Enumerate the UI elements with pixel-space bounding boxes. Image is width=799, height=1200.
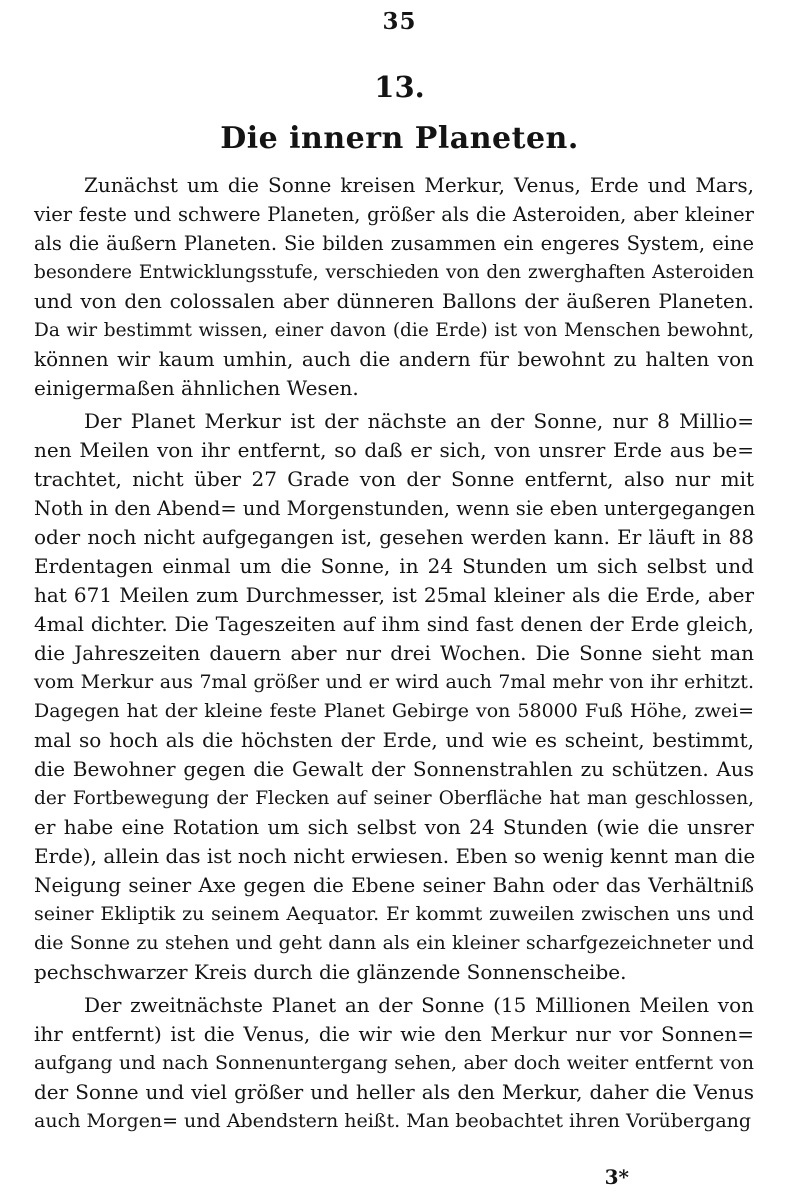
text-line: die Bewohner gegen die Gewalt der Sonnenstrahlen zu schützen. Aus bbox=[34, 757, 754, 781]
text-line: Dagegen hat der kleine feste Planet Gebirge von 58000 Fuß Höhe, zwei= bbox=[34, 700, 754, 722]
text-line: und von den colossalen aber dünneren Ballons der äußeren Planeten. bbox=[34, 289, 754, 313]
text-line: Der Planet Merkur ist der nächste an der Sonne, nur 8 Millio= bbox=[84, 409, 754, 433]
text-line: mal so hoch als die höchsten der Erde, und wie es scheint, bestimmt, bbox=[34, 728, 754, 752]
text-line: der Sonne und viel größer und heller als den Merkur, daher die Venus bbox=[34, 1080, 754, 1104]
text-line: ihr entfernt) ist die Venus, die wir wie den Merkur nur vor Sonnen= bbox=[34, 1022, 754, 1046]
page-number: 35 bbox=[382, 8, 417, 35]
text-line: als die äußern Planeten. Sie bilden zusammen ein engeres System, eine bbox=[34, 232, 754, 255]
text-line: pechschwarzer Kreis durch die glänzende Sonnenscheibe. bbox=[34, 960, 627, 984]
text-line: die Jahreszeiten dauern aber nur drei Wochen. Die Sonne sieht man bbox=[34, 641, 754, 665]
text-line: Da wir bestimmt wissen, einer davon (die Erde) ist von Menschen bewohnt, bbox=[34, 320, 754, 341]
text-line: nen Meilen von ihr entfernt, so daß er sich, von unsrer Erde aus be= bbox=[34, 438, 754, 462]
text-line: hat 671 Meilen zum Durchmesser, ist 25mal kleiner als die Erde, aber bbox=[34, 583, 754, 607]
text-line: trachtet, nicht über 27 Grade von der Sonne entfernt, also nur mit bbox=[34, 467, 754, 491]
sheet-signature: 3* bbox=[604, 1165, 629, 1189]
text-line: aufgang und nach Sonnenuntergang sehen, aber doch weiter entfernt von bbox=[34, 1052, 754, 1074]
text-line: vier feste und schwere Planeten, größer als die Asteroiden, aber kleiner bbox=[34, 203, 754, 226]
text-line: Der zweitnächste Planet an der Sonne (15 Millionen Meilen von bbox=[84, 993, 754, 1017]
text-line: Neigung seiner Axe gegen die Ebene seiner Bahn oder das Verhältniß bbox=[34, 873, 754, 897]
text-line: oder noch nicht aufgegangen ist, gesehen werden kann. Er läuft in 88 bbox=[34, 525, 754, 549]
text-line: Erde), allein das ist noch nicht erwiesen. Eben so wenig kennt man die bbox=[34, 844, 756, 868]
text-line: er habe eine Rotation um sich selbst von 24 Stunden (wie die unsrer bbox=[34, 815, 754, 839]
chapter-title: Die innern Planeten. bbox=[220, 121, 579, 156]
text-line: der Fortbewegung der Flecken auf seiner Oberfläche hat man geschlossen, bbox=[34, 788, 754, 809]
paragraph bbox=[34, 407, 754, 987]
text-line: Erdentagen einmal um die Sonne, in 24 Stunden um sich selbst und bbox=[34, 554, 754, 578]
text-line: vom Merkur aus 7mal größer und er wird auch 7mal mehr von ihr erhitzt. bbox=[34, 671, 754, 693]
text-line: Zunächst um die Sonne kreisen Merkur, Venus, Erde und Mars, bbox=[84, 173, 754, 197]
paragraph bbox=[34, 991, 754, 1136]
text-line: besondere Entwicklungsstufe, verschieden von den zwerghaften Asteroiden bbox=[34, 262, 754, 283]
text-line: Noth in den Abend= und Morgenstunden, wenn sie eben untergegangen bbox=[34, 497, 756, 520]
text-line: einigermaßen ähnlichen Wesen. bbox=[34, 376, 359, 400]
section-number: 13. bbox=[374, 70, 425, 104]
body-text bbox=[34, 171, 754, 1136]
text-line: können wir kaum umhin, auch die andern für bewohnt zu halten von bbox=[34, 347, 754, 371]
paragraph bbox=[34, 171, 754, 403]
text-line: auch Morgen= und Abendstern heißt. Man beobachtet ihren Vorübergang bbox=[34, 1110, 752, 1132]
text-line: 4mal dichter. Die Tageszeiten auf ihm sind fast denen der Erde gleich, bbox=[34, 612, 754, 636]
text-line: die Sonne zu stehen und geht dann als ein kleiner scharfgezeichneter und bbox=[34, 932, 754, 954]
text-line: seiner Ekliptik zu seinem Aequator. Er kommt zuweilen zwischen uns und bbox=[34, 903, 754, 925]
